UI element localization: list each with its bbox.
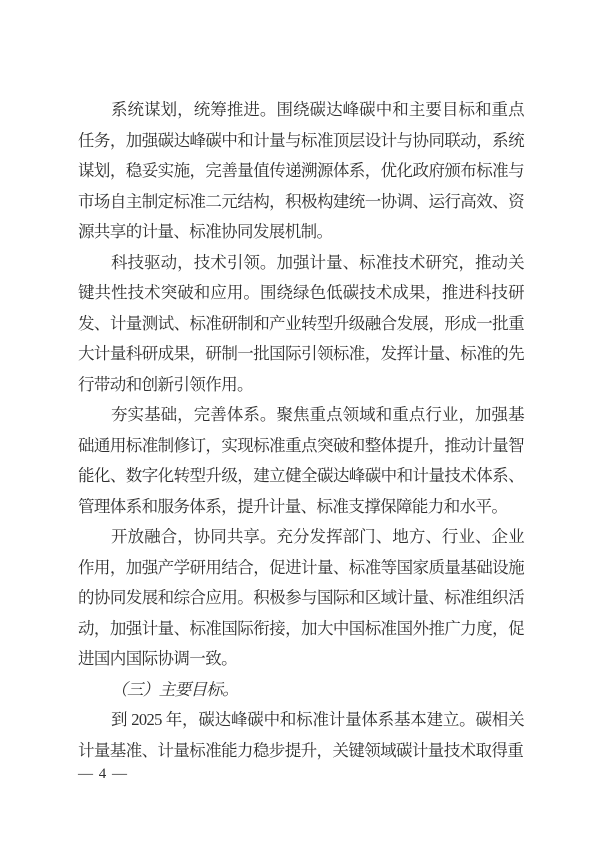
section-heading-main-goals: （三）主要目标。 xyxy=(111,679,239,699)
document-body xyxy=(78,95,524,766)
paragraph-2025-goals: 到 2025 年，碳达峰碳中和标准计量体系基本建立。碳相关计量基准、计量标准能力稳步提升，关键领域碳计量技术取得重 xyxy=(78,710,524,760)
page-number: — 4 — xyxy=(78,766,128,782)
paragraph-solid-foundation: 夯实基础，完善体系。聚焦重点领域和重点行业，加强基础通用标准制修订，实现标准重点突破和整体提升，推动计量智能化、数字化转型升级，建立健全碳达峰碳中和计量技术体系、管理体系和服务体系，提升计量、标准支撑保障能力和水平。 xyxy=(78,405,524,516)
paragraph-technology-driven: 科技驱动，技术引领。加强计量、标准技术研究，推动关键共性技术突破和应用。围绕绿色低碳技术成果，推进科技研发、计量测试、标准研制和产业转型升级融合发展，形成一批重大计量科研成果，研制一批国际引领标准，发挥计量、标准的先行带动和创新引领作用。 xyxy=(78,252,524,394)
paragraph-systematic-planning: 系统谋划，统筹推进。围绕碳达峰碳中和主要目标和重点任务，加强碳达峰碳中和计量与标准顶层设计与协同联动，系统谋划，稳妥实施，完善量值传递溯源体系，优化政府颁布标准与市场自主制定标准二元结构，积极构建统一协调、运行高效、资源共享的计量、标准协同发展机制。 xyxy=(78,100,524,241)
paragraph-open-integration: 开放融合，协同共享。充分发挥部门、地方、行业、企业作用，加强产学研用结合，促进计量、标准等国家质量基础设施的协同发展和综合应用。积极参与国际和区域计量、标准组织活动，加强计量、标准国际衔接，加大中国标准国外推广力度，促进国内国际协调一致。 xyxy=(78,527,524,668)
